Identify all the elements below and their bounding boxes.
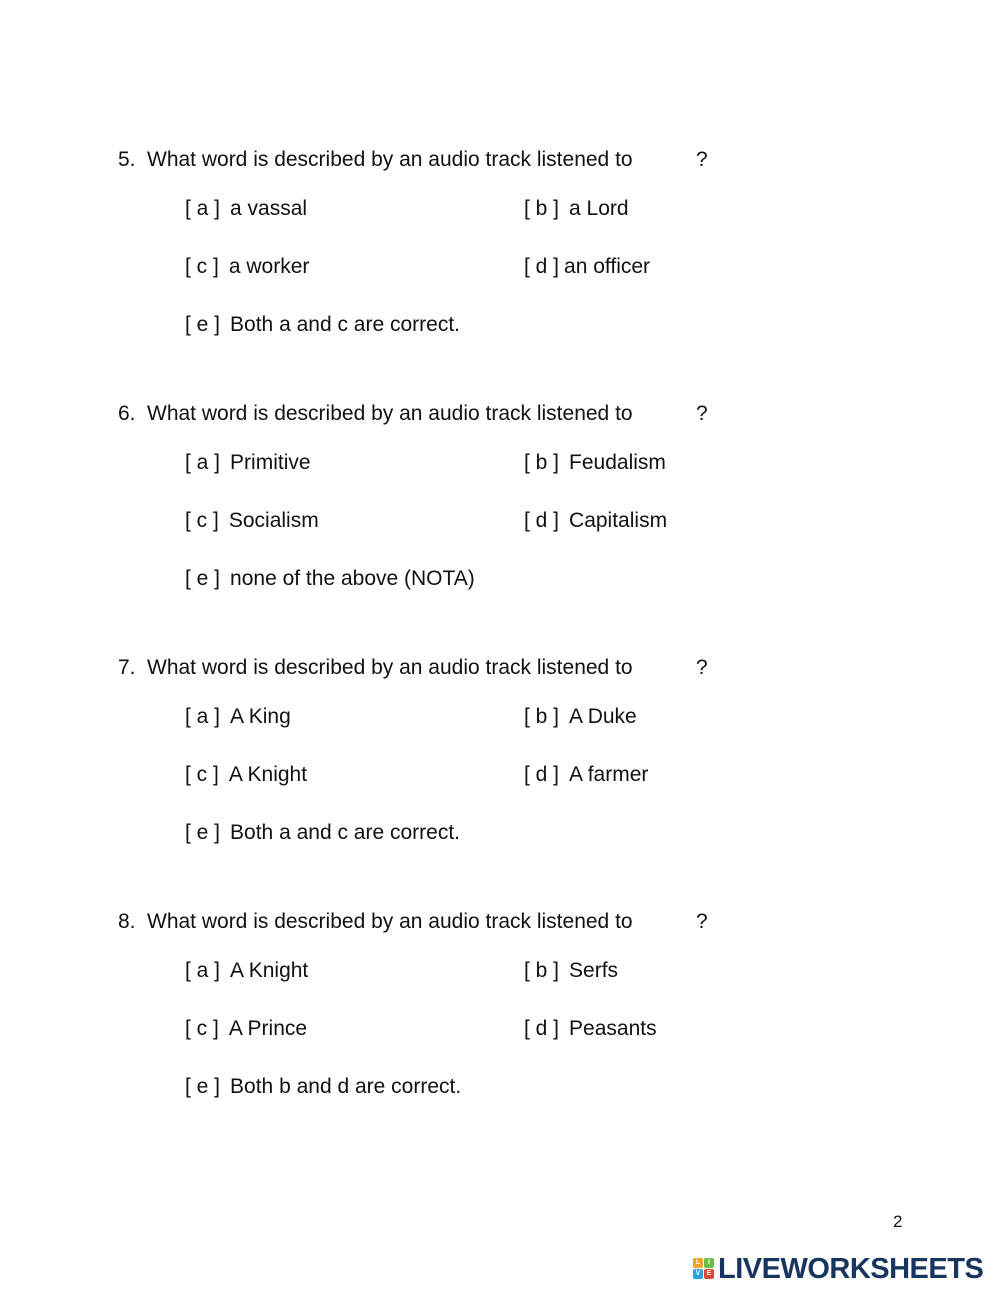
- option-c[interactable]: [185, 1017, 307, 1041]
- option-b[interactable]: [524, 197, 629, 221]
- option-a[interactable]: [185, 197, 307, 221]
- option-b[interactable]: [524, 959, 618, 983]
- option-text: A Duke: [569, 705, 637, 728]
- option-e[interactable]: [185, 313, 460, 337]
- option-a[interactable]: [185, 451, 311, 475]
- option-b[interactable]: [524, 451, 666, 475]
- option-d[interactable]: [524, 255, 650, 279]
- option-text: Both b and d are correct.: [230, 1075, 462, 1098]
- logo-tile: I: [704, 1258, 714, 1268]
- option-text: Both a and c are correct.: [230, 313, 460, 336]
- question-prompt: [118, 402, 708, 426]
- option-d[interactable]: [524, 1017, 657, 1041]
- option-text: none of the above (NOTA): [230, 567, 475, 590]
- option-letter: [ e ]: [185, 821, 221, 844]
- logo-tile: V: [693, 1269, 703, 1279]
- option-letter: [ e ]: [185, 313, 221, 336]
- question-5: [0, 148, 1000, 368]
- option-c[interactable]: [185, 255, 309, 279]
- option-b[interactable]: [524, 705, 637, 729]
- answer-blank[interactable]: ?: [696, 910, 708, 933]
- option-letter: [ c ]: [185, 1017, 219, 1040]
- liveworksheets-logo-icon: [693, 1258, 715, 1280]
- logo-tile: E: [704, 1269, 714, 1279]
- option-letter: [ d ]: [524, 1017, 560, 1040]
- question-prompt: [118, 148, 708, 172]
- option-d[interactable]: [524, 763, 648, 787]
- option-text: A Knight: [228, 763, 308, 786]
- option-text: Primitive: [230, 451, 311, 474]
- option-letter: [ e ]: [185, 1075, 221, 1098]
- option-letter: [ c ]: [185, 509, 219, 532]
- answer-blank[interactable]: ?: [696, 656, 708, 679]
- option-text: Socialism: [228, 509, 319, 532]
- option-letter: [ d ]: [524, 255, 560, 278]
- question-number: 5.: [118, 148, 136, 171]
- option-text: Feudalism: [569, 451, 666, 474]
- liveworksheets-logo: [693, 1254, 983, 1284]
- logo-tile: L: [693, 1258, 703, 1268]
- option-letter: [ b ]: [524, 451, 560, 474]
- option-letter: [ c ]: [185, 255, 219, 278]
- option-letter: [ b ]: [524, 705, 560, 728]
- question-prompt: [118, 656, 708, 680]
- option-letter: [ a ]: [185, 959, 221, 982]
- option-letter: [ a ]: [185, 197, 221, 220]
- option-text: Peasants: [569, 1017, 657, 1040]
- question-text: What word is described by an audio track listened to: [147, 402, 633, 425]
- option-text: A farmer: [569, 763, 649, 786]
- option-text: a Lord: [569, 197, 629, 220]
- option-letter: [ d ]: [524, 509, 560, 532]
- question-text: What word is described by an audio track listened to: [147, 656, 633, 679]
- question-prompt: [118, 910, 708, 934]
- option-letter: [ d ]: [524, 763, 560, 786]
- option-text: A Knight: [230, 959, 309, 982]
- option-text: A Prince: [228, 1017, 308, 1040]
- question-6: [0, 402, 1000, 622]
- answer-blank[interactable]: ?: [696, 148, 708, 171]
- option-text: Capitalism: [569, 509, 668, 532]
- question-number: 8.: [118, 910, 136, 933]
- option-d[interactable]: [524, 509, 667, 533]
- answer-blank[interactable]: ?: [696, 402, 708, 425]
- option-text: an officer: [564, 255, 651, 278]
- option-c[interactable]: [185, 509, 319, 533]
- option-text: a vassal: [230, 197, 308, 220]
- option-text: a worker: [228, 255, 310, 278]
- logo-wordmark: LIVEWORKSHEETS: [718, 1253, 984, 1285]
- option-e[interactable]: [185, 1075, 461, 1099]
- question-7: [0, 656, 1000, 876]
- option-letter: [ a ]: [185, 451, 221, 474]
- option-letter: [ b ]: [524, 959, 560, 982]
- question-number: 6.: [118, 402, 136, 425]
- option-text: Both a and c are correct.: [230, 821, 460, 844]
- option-letter: [ e ]: [185, 567, 221, 590]
- option-letter: [ a ]: [185, 705, 221, 728]
- option-a[interactable]: [185, 959, 308, 983]
- question-8: [0, 910, 1000, 1130]
- option-letter: [ c ]: [185, 763, 219, 786]
- option-letter: [ b ]: [524, 197, 560, 220]
- question-text: What word is described by an audio track listened to: [147, 910, 633, 933]
- page-number: 2: [893, 1212, 903, 1231]
- option-e[interactable]: [185, 821, 460, 845]
- option-text: A King: [230, 705, 291, 728]
- question-number: 7.: [118, 656, 136, 679]
- question-text: What word is described by an audio track listened to: [147, 148, 633, 171]
- option-e[interactable]: [185, 567, 475, 591]
- option-text: Serfs: [569, 959, 619, 982]
- option-a[interactable]: [185, 705, 291, 729]
- option-c[interactable]: [185, 763, 307, 787]
